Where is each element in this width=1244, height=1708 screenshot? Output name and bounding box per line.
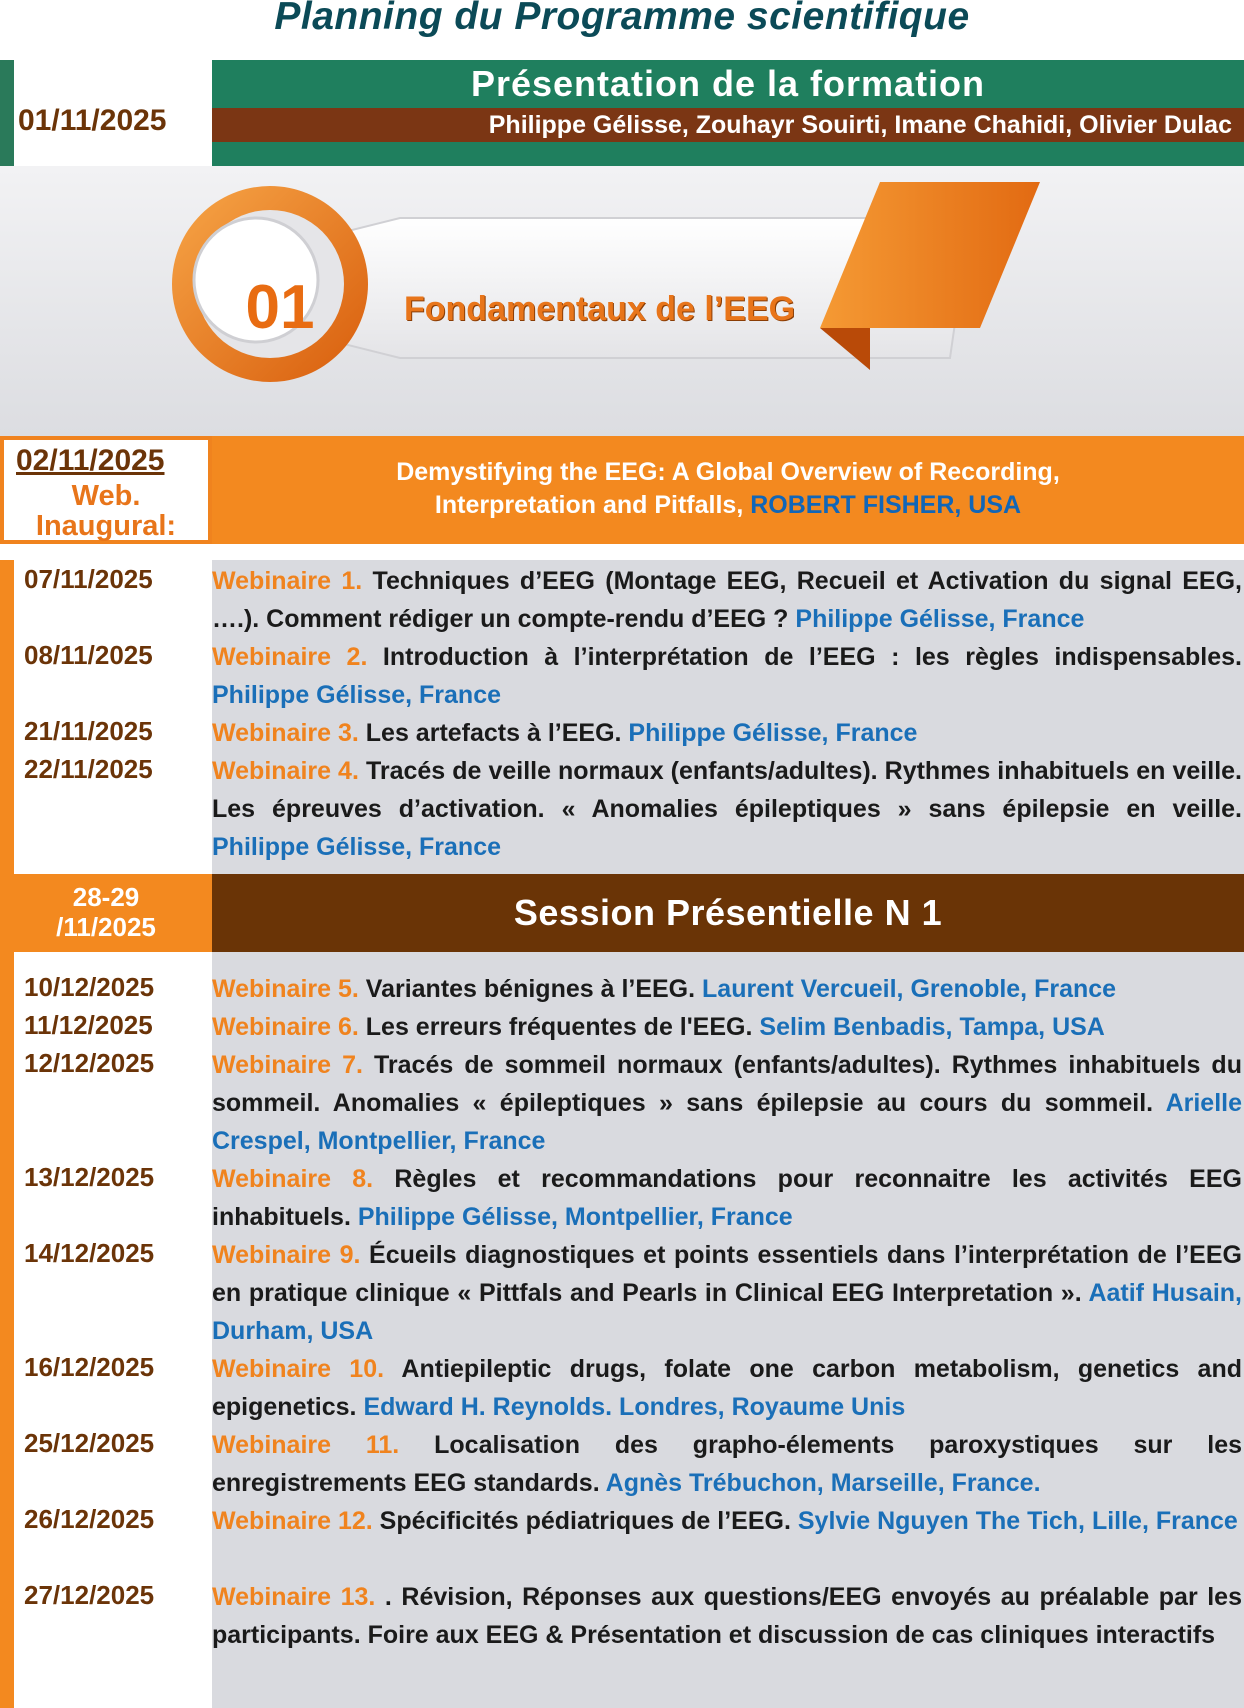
webinar-13-date: 27/12/2025: [24, 1580, 155, 1610]
webinar-4-text: Tracés de veille normaux (enfants/adultes). Rythmes inhabituels en veille. Les épreuves d’activation. « Anomalies épileptiques » sans épilepsie en veille.: [212, 757, 1242, 823]
webinar-4-label: Webinaire 4.: [212, 757, 359, 785]
webinar-11-speaker: Agnès Trébuchon, Marseille, France.: [605, 1469, 1041, 1497]
webinar-6-speaker: Selim Benbadis, Tampa, USA: [759, 1013, 1105, 1041]
webinar-2-speaker: Philippe Gélisse, France: [212, 681, 502, 709]
webinar-12-label: Webinaire 12.: [212, 1507, 373, 1535]
page-title: Planning du Programme scientifique: [274, 0, 970, 38]
session-date-line2: /11/2025: [56, 912, 156, 942]
webinar-2-label: Webinaire 2.: [212, 643, 368, 671]
webinar-7-date: 12/12/2025: [24, 1048, 155, 1078]
webinar-6-text: Les erreurs fréquentes de l'EEG.: [365, 1013, 753, 1041]
webinar-10-text: Antiepileptic drugs, folate one carbon metabolism, genetics and epigenetics.: [212, 1355, 1242, 1421]
webinar-11-entry: [212, 1426, 1242, 1502]
session-date-line1: 28-29: [72, 882, 140, 912]
webinar-6-label: Webinaire 6.: [212, 1013, 359, 1041]
webinar-3-text: Les artefacts à l’EEG.: [365, 719, 622, 747]
presentation-title: Présentation de la formation: [470, 63, 986, 104]
session-title: Session Présentielle N 1: [513, 892, 943, 933]
webinar-10-speaker: Edward H. Reynolds. Londres, Royaume Unis: [363, 1393, 906, 1421]
webinar-7-speaker: Arielle Crespel, Montpellier, France: [212, 1089, 1242, 1155]
webinar-7-label: Webinaire 7.: [212, 1051, 363, 1079]
webinar-9-label: Webinaire 9.: [212, 1241, 361, 1269]
inaugural-speaker: ROBERT FISHER, USA: [750, 491, 1022, 519]
inaugural-title-line2: [212, 489, 1244, 522]
webinar-9-text: Écueils diagnostiques et points essentiels dans l’interprétation de l’EEG en pratique clinique « Pittfals and Pearls in Clinical EEG Interpretation ».: [212, 1241, 1242, 1307]
webinar-6-entry: [212, 1008, 1242, 1046]
presentation-speakers: Philippe Gélisse, Zouhayr Souirti, Imane Chahidi, Olivier Dulac: [488, 111, 1232, 139]
webinar-8-speaker: Philippe Gélisse, Montpellier, France: [357, 1203, 793, 1231]
webinar-11-label: Webinaire 11.: [212, 1431, 400, 1459]
webinar-4-speaker: Philippe Gélisse, France: [212, 833, 502, 861]
webinar-9-date: 14/12/2025: [24, 1238, 155, 1268]
webinar-12-entry: [212, 1502, 1242, 1540]
webinar-5-entry: [212, 970, 1242, 1008]
session-date: [0, 882, 212, 942]
presentation-date: 01/11/2025: [18, 104, 167, 137]
webinar-8-date: 13/12/2025: [24, 1162, 155, 1192]
webinar-2-entry: [212, 638, 1242, 714]
webinar-1-label: Webinaire 1.: [212, 567, 363, 595]
webinar-9-speaker: Aatif Husain, Durham, USA: [212, 1279, 1242, 1345]
webinar-3-speaker: Philippe Gélisse, France: [628, 719, 918, 747]
webinar-8-label: Webinaire 8.: [212, 1165, 374, 1193]
webinar-13-entry: [212, 1578, 1242, 1654]
presentation-band-bottom: [212, 142, 1244, 166]
webinar-1-speaker: Philippe Gélisse, France: [795, 605, 1085, 633]
webinar-10-entry: [212, 1350, 1242, 1426]
webinar-1-date: 07/11/2025: [24, 564, 153, 594]
webinar-13-text: . Révision, Réponses aux questions/EEG envoyés au préalable par les participants. Foire aux EEG & Présentation et discussion de cas cliniques interactifs: [212, 1583, 1242, 1649]
inaugural-label-2: Inaugural:: [35, 510, 177, 542]
webinar-10-label: Webinaire 10.: [212, 1355, 385, 1383]
webinar-7-text: Tracés de sommeil normaux (enfants/adultes). Rythmes inhabituels du sommeil. Anomalies « épileptiques » sans épilepsie au cours du sommeil.: [212, 1051, 1242, 1117]
webinar-5-text: Variantes bénignes à l’EEG.: [365, 975, 696, 1003]
inaugural-date: 02/11/2025: [16, 444, 165, 477]
webinar-1-entry: [212, 562, 1242, 638]
webinar-5-speaker: Laurent Vercueil, Grenoble, France: [702, 975, 1117, 1003]
webinar-4-date: 22/11/2025: [24, 754, 153, 784]
inaugural-description: [212, 456, 1244, 522]
webinar-5-date: 10/12/2025: [24, 972, 155, 1002]
webinar-8-entry: [212, 1160, 1242, 1236]
block1-left-strip: [0, 560, 14, 874]
webinar-2-date: 08/11/2025: [24, 640, 153, 670]
webinar-3-label: Webinaire 3.: [212, 719, 359, 747]
inaugural-label: Web.: [71, 480, 141, 512]
webinar-11-text: Localisation des grapho-élements paroxystiques sur les enregistrements EEG standards.: [212, 1431, 1243, 1497]
webinar-9-entry: [212, 1236, 1242, 1350]
webinar-10-date: 16/12/2025: [24, 1352, 155, 1382]
inaugural-title-line1: Demystifying the EEG: A Global Overview of Recording,: [396, 458, 1060, 486]
webinar-8-text: Règles et recommandations pour reconnaitre les activités EEG inhabituels.: [212, 1165, 1242, 1231]
webinar-6-date: 11/12/2025: [24, 1010, 153, 1040]
webinar-13-label: Webinaire 13.: [212, 1583, 376, 1611]
webinar-3-entry: [212, 714, 1242, 752]
webinar-4-entry: [212, 752, 1242, 866]
webinar-3-date: 21/11/2025: [24, 716, 153, 746]
inaugural-title-line2-text: Interpretation and Pitfalls,: [434, 491, 744, 519]
webinar-12-speaker: Sylvie Nguyen The Tich, Lille, France: [797, 1507, 1238, 1535]
webinar-2-text: Introduction à l’interprétation de l’EEG : les règles indispensables.: [382, 643, 1242, 671]
webinar-1-text: Techniques d’EEG (Montage EEG, Recueil et Activation du signal EEG, ….). Comment rédiger un compte-rendu d’EEG ?: [212, 567, 1242, 633]
module-number: 01: [245, 273, 315, 342]
webinar-11-date: 25/12/2025: [24, 1428, 155, 1458]
module-title: Fondamentaux de l’EEG: [404, 290, 796, 328]
webinar-7-entry: [212, 1046, 1242, 1160]
webinar-5-label: Webinaire 5.: [212, 975, 359, 1003]
webinar-12-text: Spécificités pédiatriques de l’EEG.: [379, 1507, 791, 1535]
webinar-12-date: 26/12/2025: [24, 1504, 155, 1534]
block2-left-strip: [0, 952, 14, 1708]
